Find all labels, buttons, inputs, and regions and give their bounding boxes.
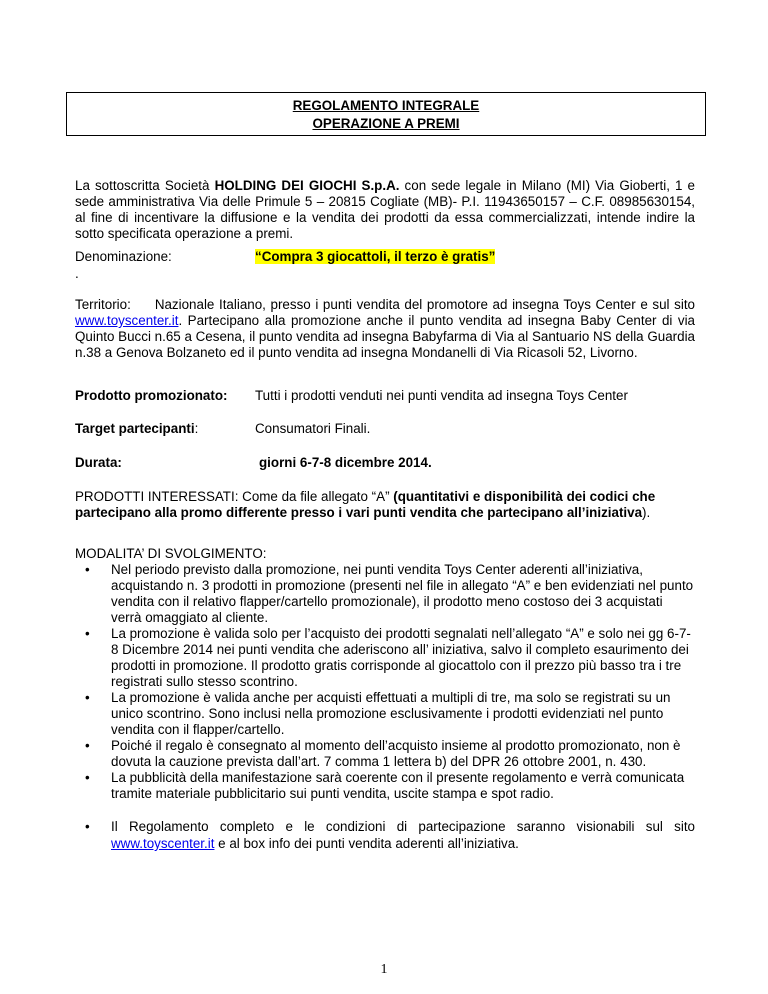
intro-text-1: La sottoscritta Società — [75, 178, 215, 193]
denominazione-highlight: “Compra 3 giocattoli, il terzo è gratis” — [255, 249, 496, 264]
bullet-icon: • — [85, 626, 90, 641]
territorio-label: Territorio: — [75, 297, 131, 312]
list-item — [75, 738, 695, 770]
regolamento-text-1: Il Regolamento completo e le condizioni di partecipazione saranno visionabili sul sito — [111, 819, 695, 834]
company-name: HOLDING DEI GIOCHI S.p.A. — [214, 178, 400, 193]
toyscenter-link-1[interactable]: www.toyscenter.it — [75, 313, 179, 328]
target-value: Consumatori Finali. — [255, 421, 371, 436]
page-number: 1 — [380, 962, 388, 977]
modalita-section — [75, 546, 695, 852]
territorio-paragraph — [75, 297, 695, 361]
denominazione-label: Denominazione: — [75, 249, 172, 264]
list-item-regolamento — [75, 818, 695, 852]
list-item-text: Nel periodo previsto dalla promozione, nei punti vendita Toys Center aderenti all’iniziativa, acquistando n. 3 prodotti in promozione (presenti nel file in allegato “A” e ben evidenziati nel punto vendita con il relativo flapper/cartello promozionale), il prodotto meno costoso dei 3 acquistati verrà omaggiato al cliente. — [111, 562, 694, 625]
title-line-1: REGOLAMENTO INTEGRALE — [292, 98, 480, 113]
modalita-label: MODALITA’ DI SVOLGIMENTO: — [75, 546, 267, 561]
durata-value: giorni 6-7-8 dicembre 2014. — [259, 455, 432, 470]
list-item-text: La promozione è valida solo per l’acquisto dei prodotti segnalati nell’allegato “A” e solo nei gg 6-7-8 Dicembre 2014 nei punti vendita che aderiscono all’ iniziativa, salvo il completo esaurimento dei prodotti in promozione. Il prodotto gratis corrisponde al giocattolo con il prezzo più basso tra i tre registrati sullo stesso scontrino. — [111, 626, 691, 689]
intro-paragraph — [75, 178, 695, 242]
durata-label: Durata: — [75, 455, 122, 470]
target-label-wrap — [75, 421, 198, 437]
list-item — [75, 562, 695, 626]
toyscenter-link-2[interactable]: www.toyscenter.it — [111, 836, 215, 851]
prodotto-value: Tutti i prodotti venduti nei punti vendita ad insegna Toys Center — [255, 388, 628, 403]
list-item-text: Poiché il regalo è consegnato al momento dell’acquisto insieme al prodotto promozionato, non è dovuta la cauzione prevista dall’art. 7 comma 1 lettera b) del DPR 26 ottobre 2001, n. 430. — [111, 738, 681, 769]
regolamento-text-2: e al box info dei punti vendita aderenti all’iniziativa. — [214, 836, 519, 851]
prodotti-interessati-bold: (quantitativi e disponibilità dei codici che partecipano alla promo differente presso i vari punti vendita che partecipano all’iniziativa — [75, 489, 656, 520]
list-item-text: La pubblicità della manifestazione sarà coerente con il presente regolamento e verrà comunicata tramite materiale pubblicitario sui punti vendita, uscite stampa e spot radio. — [111, 770, 685, 801]
list-item — [75, 690, 695, 738]
denominazione-dot: . — [75, 266, 79, 281]
modalita-list — [75, 562, 695, 852]
list-item-text: La promozione è valida anche per acquisti effettuati a multipli di tre, ma solo se registrati su un unico scontrino. Sono inclusi nella promozione esclusivamente i prodotti evidenziati nel punto vendita con il flapper/cartello. — [111, 690, 671, 737]
list-item — [75, 770, 695, 802]
denominazione-value — [255, 249, 495, 265]
denominazione-row — [75, 249, 695, 283]
territorio-text-1: Nazionale Italiano, presso i punti vendita del promotore ad insegna Toys Center e sul sito — [154, 297, 695, 312]
prodotti-interessati-label: PRODOTTI INTERESSATI: — [75, 489, 239, 504]
prodotti-interessati-text-1: Come da file allegato “A” — [238, 489, 394, 504]
bullet-icon: • — [85, 690, 90, 705]
title-line-2: OPERAZIONE A PREMI — [312, 116, 460, 131]
prodotto-label: Prodotto promozionato: — [75, 388, 228, 403]
list-item — [75, 626, 695, 690]
intro-text-2: con sede legale in Milano (MI) Via Gioberti, 1 e sede amministrativa Via delle Primule 5 – 20815 Cogliate (MB)- P.I. 11943650157 – C.F. 08985630154, al fine di incentivare la diffusione e la vendita dei prodotti da essa commercializzati, intende indire la sotto specificata operazione a premi. — [75, 178, 695, 241]
bullet-icon: • — [85, 819, 90, 834]
bullet-icon: • — [85, 738, 90, 753]
bullet-icon: • — [85, 562, 90, 577]
title-box — [66, 92, 706, 136]
prodotti-interessati-text-2: ). — [642, 505, 651, 520]
bullet-icon: • — [85, 770, 90, 785]
territorio-text-2: . Partecipano alla promozione anche il punto vendita ad insegna Baby Center di via Quinto Bucci n.65 a Cesena, il punto vendita ad insegna Babyfarma di Via al Santuario NS della Guardia n.38 a Genova Bolzaneto ed il punto vendita ad insegna Mondanelli di Via Ricasoli 52, Livorno. — [75, 313, 695, 360]
target-colon: : — [194, 421, 199, 436]
target-label: Target partecipanti — [75, 421, 195, 436]
prodotti-interessati-paragraph — [75, 489, 695, 521]
